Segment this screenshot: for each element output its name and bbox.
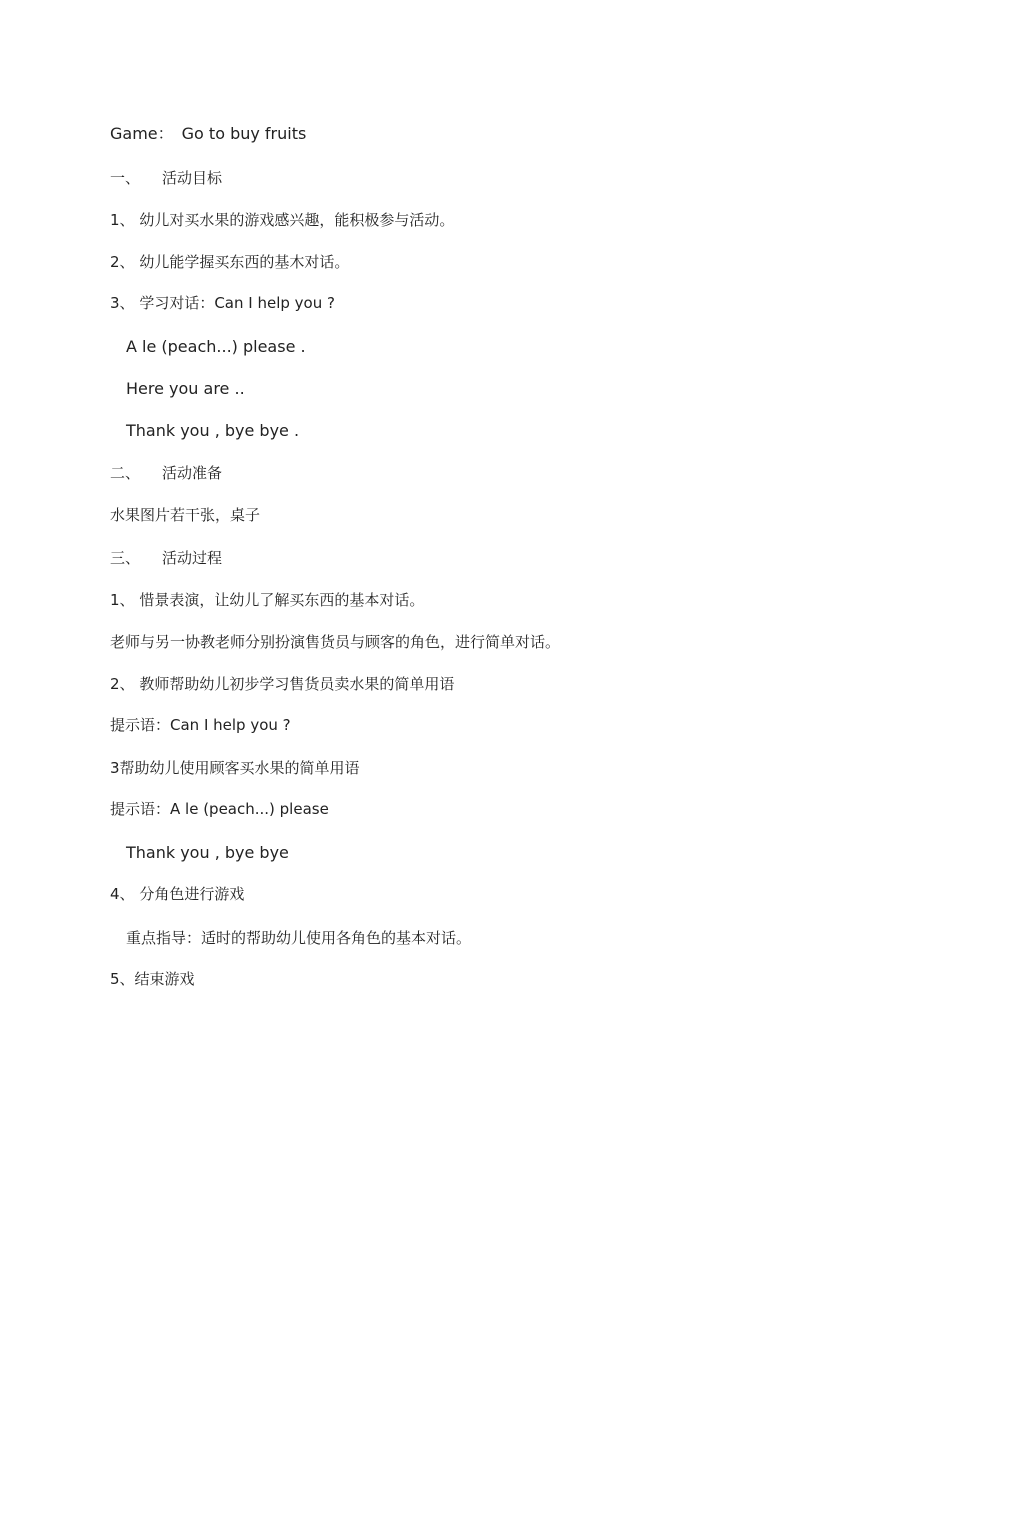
section-title: 活动目标 <box>162 169 223 187</box>
document-title <box>110 124 306 144</box>
section-title: 活动过程 <box>162 549 223 567</box>
process-item-2-hint: 提示语：Can I help you ? <box>110 716 291 734</box>
dialog-line-3: Thank you , bye bye . <box>126 421 300 440</box>
item-text: 惜景表演，让幼儿了解买东西的基本对话。 <box>139 591 425 609</box>
item-number: 3、 <box>110 294 135 312</box>
goal-item-1 <box>110 210 454 230</box>
section-heading-goals <box>110 168 222 188</box>
item-number: 1、 <box>110 591 135 609</box>
dialog-line-1: A le (peach...) please . <box>126 337 306 356</box>
title-text: Go to buy fruits <box>181 124 307 143</box>
title-label: Game： <box>110 124 174 143</box>
item-text: 幼儿能学握买东西的基木对话。 <box>139 253 350 271</box>
section-title: 活动准备 <box>162 464 223 482</box>
item-number: 2、 <box>110 675 135 693</box>
item-number: 4、 <box>110 885 135 903</box>
process-item-5: 5、结束游戏 <box>110 970 195 988</box>
item-number: 2、 <box>110 253 135 271</box>
section-number: 二、 <box>110 464 141 482</box>
item-text: 分角色进行游戏 <box>139 885 245 903</box>
process-item-3-hint-2: Thank you , bye bye <box>126 843 289 862</box>
item-number: 1、 <box>110 211 135 229</box>
section-heading-process <box>110 548 222 568</box>
process-item-1-detail: 老师与另一协教老师分别扮演售货员与顾客的角色，进行简单对话。 <box>110 633 561 651</box>
item-text: 学习对话：Can I help you ? <box>139 294 335 312</box>
section-number: 三、 <box>110 549 141 567</box>
goal-item-2 <box>110 252 349 272</box>
item-text: 幼儿对买水果的游戏感兴趣，能积极参与活动。 <box>139 211 455 229</box>
prep-text: 水果图片若干张，桌子 <box>110 506 261 524</box>
item-text: 教师帮助幼儿初步学习售货员卖水果的简单用语 <box>139 675 455 693</box>
process-item-1 <box>110 590 424 610</box>
section-number: 一、 <box>110 169 141 187</box>
goal-item-3 <box>110 293 335 313</box>
dialog-line-2: Here you are .. <box>126 379 245 398</box>
section-heading-prep <box>110 463 222 483</box>
process-item-4-detail: 重点指导：适时的帮助幼儿使用各角色的基本对话。 <box>126 929 472 947</box>
process-item-2 <box>110 674 454 694</box>
process-item-4 <box>110 884 244 904</box>
process-item-3: 3帮助幼儿使用顾客买水果的简单用语 <box>110 759 360 777</box>
process-item-3-hint: 提示语：A le (peach...) please <box>110 800 329 818</box>
